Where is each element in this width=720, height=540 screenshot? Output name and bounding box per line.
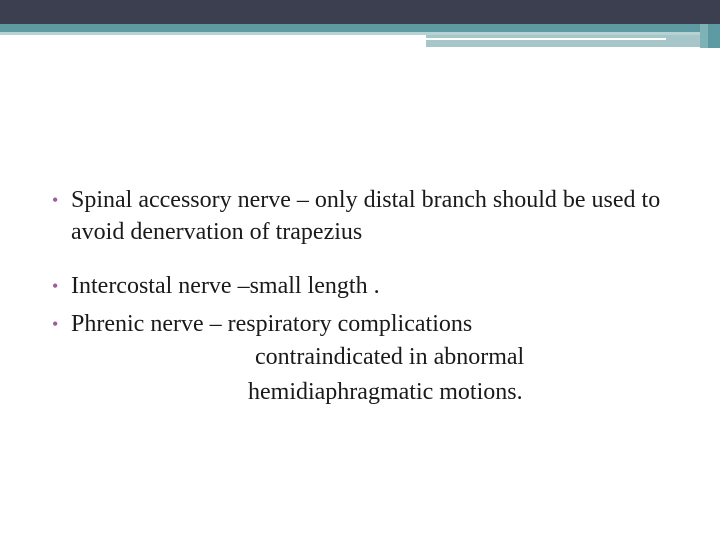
header-band xyxy=(0,0,720,24)
bullet-dot-icon: • xyxy=(52,314,59,334)
bullet-text: Intercostal nerve –small length . xyxy=(71,273,380,299)
bullet-item-intercostal xyxy=(52,270,692,302)
header-white-line xyxy=(426,38,666,40)
bullet-list xyxy=(52,184,692,340)
slide-body xyxy=(52,184,692,410)
bullet-item-spinal-accessory xyxy=(52,184,692,248)
bullet-text: Phrenic nerve – respiratory complications xyxy=(71,311,473,337)
bullet-dot-icon: • xyxy=(52,276,59,296)
header-accent-strip xyxy=(0,24,720,32)
bullet-dot-icon: • xyxy=(52,190,59,210)
bullet-continuation-line: contraindicated in abnormal xyxy=(255,344,525,370)
bullet-continuation-line: hemidiaphragmatic motions. xyxy=(248,379,523,405)
bullet-item-phrenic xyxy=(52,308,692,340)
bullet-text: Spinal accessory nerve – only distal branch should be used to avoid denervation of trapezius xyxy=(71,187,661,245)
header-light-block xyxy=(426,35,720,47)
header-corner-accent-dark xyxy=(708,24,720,48)
